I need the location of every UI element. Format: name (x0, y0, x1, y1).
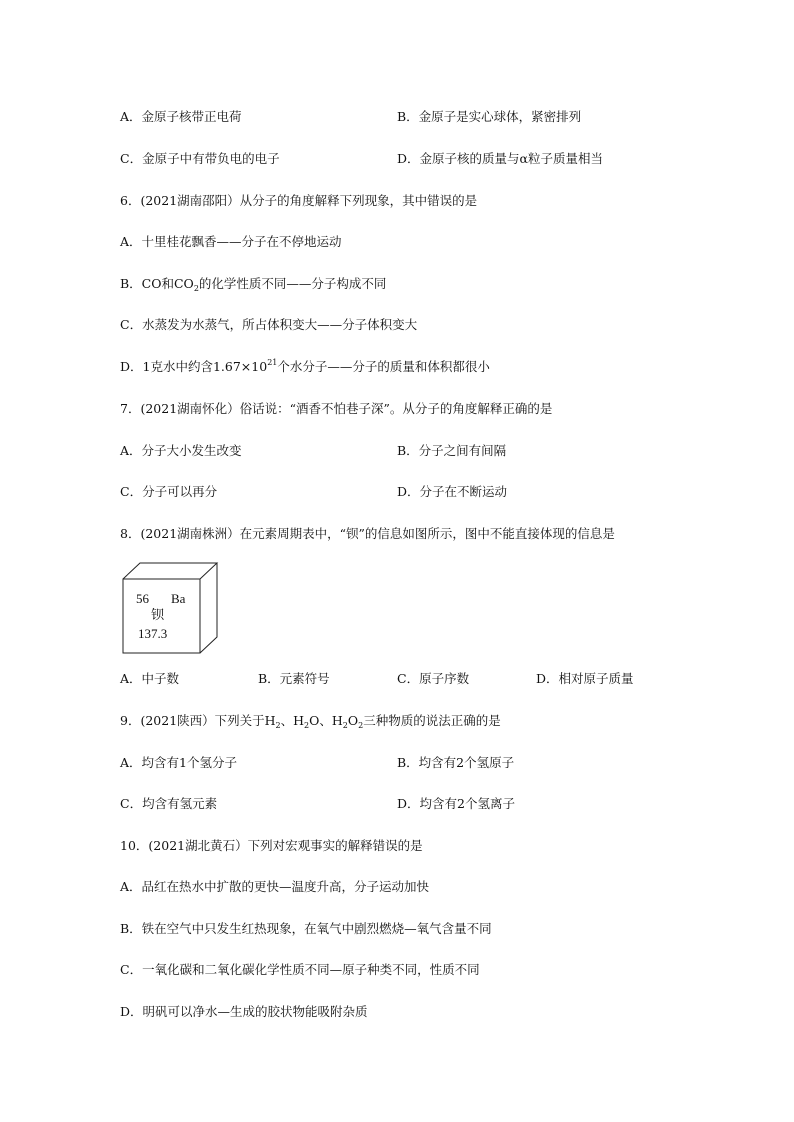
q8-option-d: D．相对原子质量 (536, 671, 634, 686)
q5-option-b: B．金原子是实心球体，紧密排列 (397, 109, 582, 124)
q9-option-d: D．均含有2个氢离子 (397, 796, 515, 811)
q5-option-a: A．金原子核带正电荷 (120, 109, 242, 124)
q10-option-d: D．明矾可以净水—生成的胶状物能吸附杂质 (120, 1004, 368, 1019)
q6-option-a: A．十里桂花飘香——分子在不停地运动 (120, 234, 342, 249)
q9-option-c: C．均含有氢元素 (120, 796, 218, 811)
q5-option-d: D．金原子核的质量与α粒子质量相当 (397, 151, 603, 166)
q7-stem: 7．(2021湖南怀化）俗话说：“酒香不怕巷子深”。从分子的角度解释正确的是 (120, 401, 553, 416)
q7-option-c: C．分子可以再分 (120, 484, 218, 499)
q10-option-b: B．铁在空气中只发生红热现象，在氧气中剧烈燃烧—氧气含量不同 (120, 921, 492, 936)
q10-stem: 10．(2021湖北黄石）下列对宏观事实的解释错误的是 (120, 838, 423, 853)
element-atomic-number: 56 (136, 591, 149, 606)
q6-option-c: C．水蒸发为水蒸气，所占体积变大——分子体积变大 (120, 317, 418, 332)
q7-option-a: A．分子大小发生改变 (120, 443, 242, 458)
q9-stem: 9．(2021陕西）下列关于$H_2$、$H_2O$、$H_2O_2$三种物质的说法正确的是 (120, 713, 501, 730)
q8-stem: 8．(2021湖南株洲）在元素周期表中，“钡”的信息如图所示，图中不能直接体现的信息是 (120, 526, 615, 541)
q9-option-a: A．均含有1个氢分子 (120, 755, 237, 770)
element-cube-diagram (120, 560, 220, 656)
element-atomic-mass: 137.3 (138, 626, 168, 641)
cube-outline (120, 560, 220, 656)
q5-option-c: C．金原子中有带负电的电子 (120, 151, 280, 166)
element-name: 钡 (151, 608, 165, 623)
q8-option-a: A．中子数 (120, 671, 180, 686)
q9-option-b: B．均含有2个氢原子 (397, 755, 515, 770)
q6-stem: 6．(2021湖南邵阳）从分子的角度解释下列现象，其中错误的是 (120, 193, 478, 208)
q8-option-c: C．原子序数 (397, 671, 470, 686)
q6-option-b: B．CO和$CO_2$的化学性质不同——分子构成不同 (120, 276, 387, 293)
q8-option-b: B．元素符号 (258, 671, 330, 686)
q7-option-d: D．分子在不断运动 (397, 484, 508, 499)
q10-option-a: A．品红在热水中扩散的更快—温度升高，分子运动加快 (120, 879, 430, 894)
q10-option-c: C．一氧化碳和二氧化碳化学性质不同—原子种类不同，性质不同 (120, 962, 480, 977)
element-symbol: Ba (171, 591, 186, 606)
q6-option-d: D．1克水中约含$1.67\times 10^{21}$个水分子——分子的质量和体积都很小 (120, 358, 490, 374)
q7-option-b: B．分子之间有间隔 (397, 443, 507, 458)
